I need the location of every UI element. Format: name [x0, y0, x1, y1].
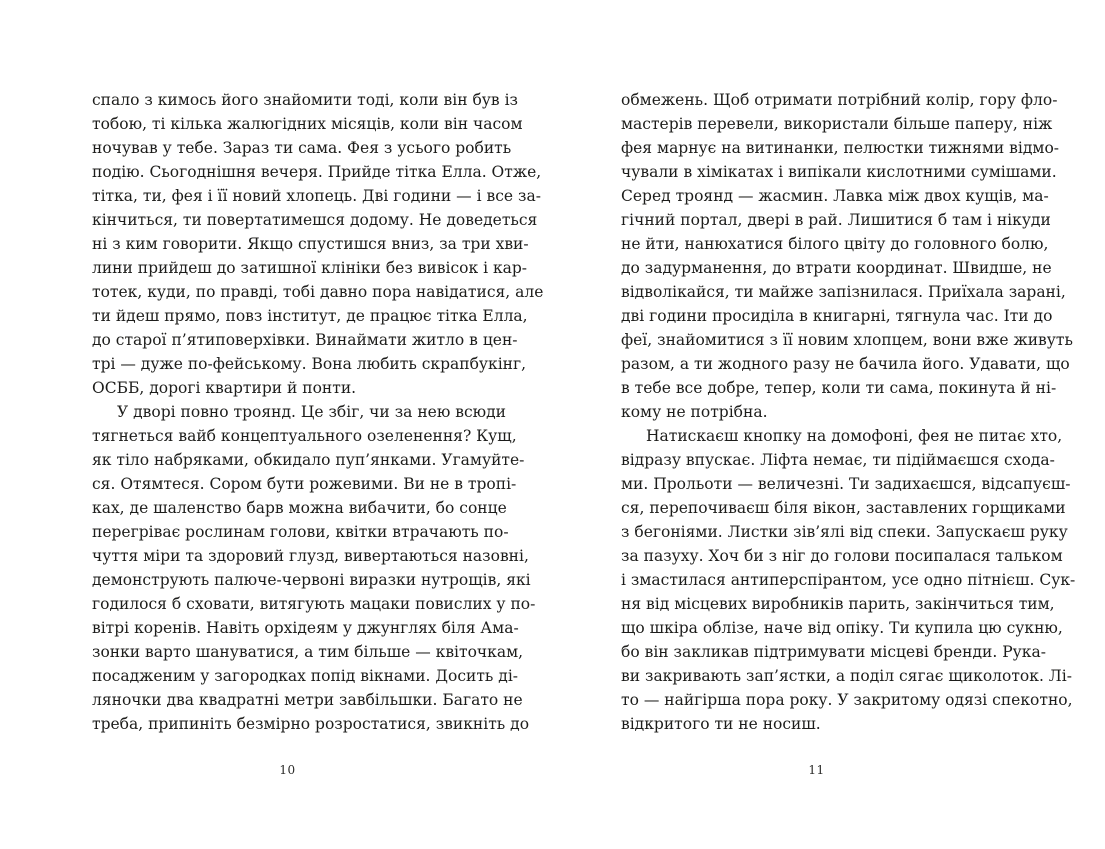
- text-line: відкритого ти не носиш.: [621, 715, 821, 733]
- text-line: ня від місцевих виробників парить, закінчиться тим,: [621, 595, 1055, 613]
- text-line: лини прийдеш до затишної клініки без вивісок і кар-: [92, 259, 528, 277]
- text-line: ні з ким говорити. Якщо спустишся вниз, за три хви-: [92, 235, 529, 253]
- text-line: дві години просиділа в книгарні, тягнула час. Іти до: [621, 307, 1053, 325]
- text-line: ках, де шаленство барв можна вибачити, бо сонце: [92, 499, 507, 517]
- text-line: обмежень. Щоб отримати потрібний колір, гору фло-: [621, 91, 1058, 109]
- text-line: до задурманення, до втрати координат. Швидше, не: [621, 259, 1052, 277]
- text-line: годилося б сховати, витягують мацаки повислих у по-: [92, 595, 536, 613]
- text-line: що шкіра облізе, наче від опіку. Ти купила цю сукню,: [621, 619, 1063, 637]
- page-left-text: [92, 88, 544, 736]
- text-line: У дворі повно троянд. Це збіг, чи за нею всюди: [117, 403, 507, 421]
- text-line: до старої п’ятиповерхівки. Винаймати житло в цен-: [92, 331, 518, 349]
- text-line: Серед троянд — жасмин. Лавка між двох кущів, ма-: [621, 187, 1049, 205]
- text-line: ви закривають зап’ястки, а поділ сягає щиколоток. Лі-: [621, 667, 1072, 685]
- text-line: не йти, нанюхатися білого цвіту до головного болю,: [621, 235, 1049, 253]
- text-line: ся. Отямтеся. Сором бути рожевими. Ви не в тропі-: [92, 475, 517, 493]
- text-line: тягнеться вайб концептуального озеленення? Кущ,: [92, 427, 517, 445]
- text-line: ми. Прольоти — величезні. Ти задихаєшся, відсапуєш-: [621, 475, 1071, 493]
- text-line: спало з кимось його знайомити тоді, коли він був із: [92, 91, 518, 109]
- page-number-left: 10: [279, 763, 296, 777]
- paragraph: [621, 424, 1076, 736]
- text-line: і змастилася антиперспірантом, усе одно пітнієш. Сук-: [621, 571, 1076, 589]
- paragraph: [621, 88, 1073, 424]
- paragraph: [92, 88, 544, 400]
- paragraph: [92, 400, 536, 736]
- text-line: то — найгірша пора року. У закритому одязі спекотно,: [621, 691, 1073, 709]
- text-line: подію. Сьогоднішня вечеря. Прийде тітка Елла. Отже,: [92, 163, 542, 181]
- text-line: треба, припиніть безмірно розростатися, звикніть до: [92, 715, 530, 733]
- text-line: чуття міри та здоровий глузд, вивертаються назовні,: [92, 547, 529, 565]
- text-line: тобою, ті кілька жалюгідних місяців, коли він часом: [92, 115, 523, 133]
- text-line: фея марнує на витинанки, пелюстки тижнями відмо-: [621, 139, 1060, 157]
- text-line: Натискаєш кнопку на домофоні, фея не питає хто,: [646, 427, 1063, 445]
- text-line: в тебе все добре, тепер, коли ти сама, покинута й ні-: [621, 379, 1057, 397]
- text-line: з бегоніями. Листки зів’ялі від спеки. Запускаєш руку: [621, 523, 1068, 541]
- text-line: феї, знайомитися з її новим хлопцем, вони вже живуть: [621, 331, 1073, 349]
- text-line: перегріває рослинам голови, квітки втрачають по-: [92, 523, 509, 541]
- text-line: гічний портал, двері в рай. Лишитися б там і нікуди: [621, 211, 1051, 229]
- text-line: ляночки два квадратні метри завбільшки. Багато не: [92, 691, 523, 709]
- text-line: ся, перепочиваєш біля вікон, заставлених горщиками: [621, 499, 1066, 517]
- text-line: посадженим у загородках попід вікнами. Досить ді-: [92, 667, 519, 685]
- text-line: ти йдеш прямо, повз інститут, де працює тітка Елла,: [92, 307, 528, 325]
- text-line: відразу впускає. Ліфта немає, ти підіймаєшся схода-: [621, 451, 1055, 469]
- text-line: чували в хімікатах і випікали кислотними сумішами.: [621, 163, 1057, 181]
- text-line: кому не потрібна.: [621, 403, 768, 421]
- text-line: разом, а ти жодного разу не бачила його. Удавати, що: [621, 355, 1070, 373]
- text-line: кінчиться, ти повертатимешся додому. Не доведеться: [92, 211, 538, 229]
- page-number-right: 11: [808, 763, 825, 777]
- text-line: тітка, ти, фея і її новий хлопець. Дві години — і все за-: [92, 187, 541, 205]
- text-line: ночував у тебе. Зараз ти сама. Фея з усього робить: [92, 139, 512, 157]
- text-line: вітрі коренів. Навіть орхідеям у джунглях біля Ама-: [92, 619, 519, 637]
- text-line: бо він закликав підтримувати місцеві бренди. Рука-: [621, 643, 1046, 661]
- text-line: за пазуху. Хоч би з ніг до голови посипалася тальком: [621, 547, 1063, 565]
- text-line: трі — дуже по-фейському. Вона любить скрапбукінг,: [92, 355, 527, 373]
- text-line: тотек, куди, по правді, тобі давно пора навідатися, але: [92, 283, 544, 301]
- text-line: як тіло набряками, обкидало пуп’янками. Угамуйте-: [92, 451, 525, 469]
- text-line: зонки варто шануватися, а тим більше — квіточкам,: [92, 643, 524, 661]
- text-line: мастерів перевели, використали більше паперу, ніж: [621, 115, 1053, 133]
- text-line: демонструють палюче-червоні виразки нутрощів, які: [92, 571, 531, 589]
- page-right-text: [621, 88, 1076, 736]
- text-line: ОСББ, дорогі квартири й понти.: [92, 379, 357, 397]
- text-line: відволікайся, ти майже запізнилася. Приїхала зарані,: [621, 283, 1066, 301]
